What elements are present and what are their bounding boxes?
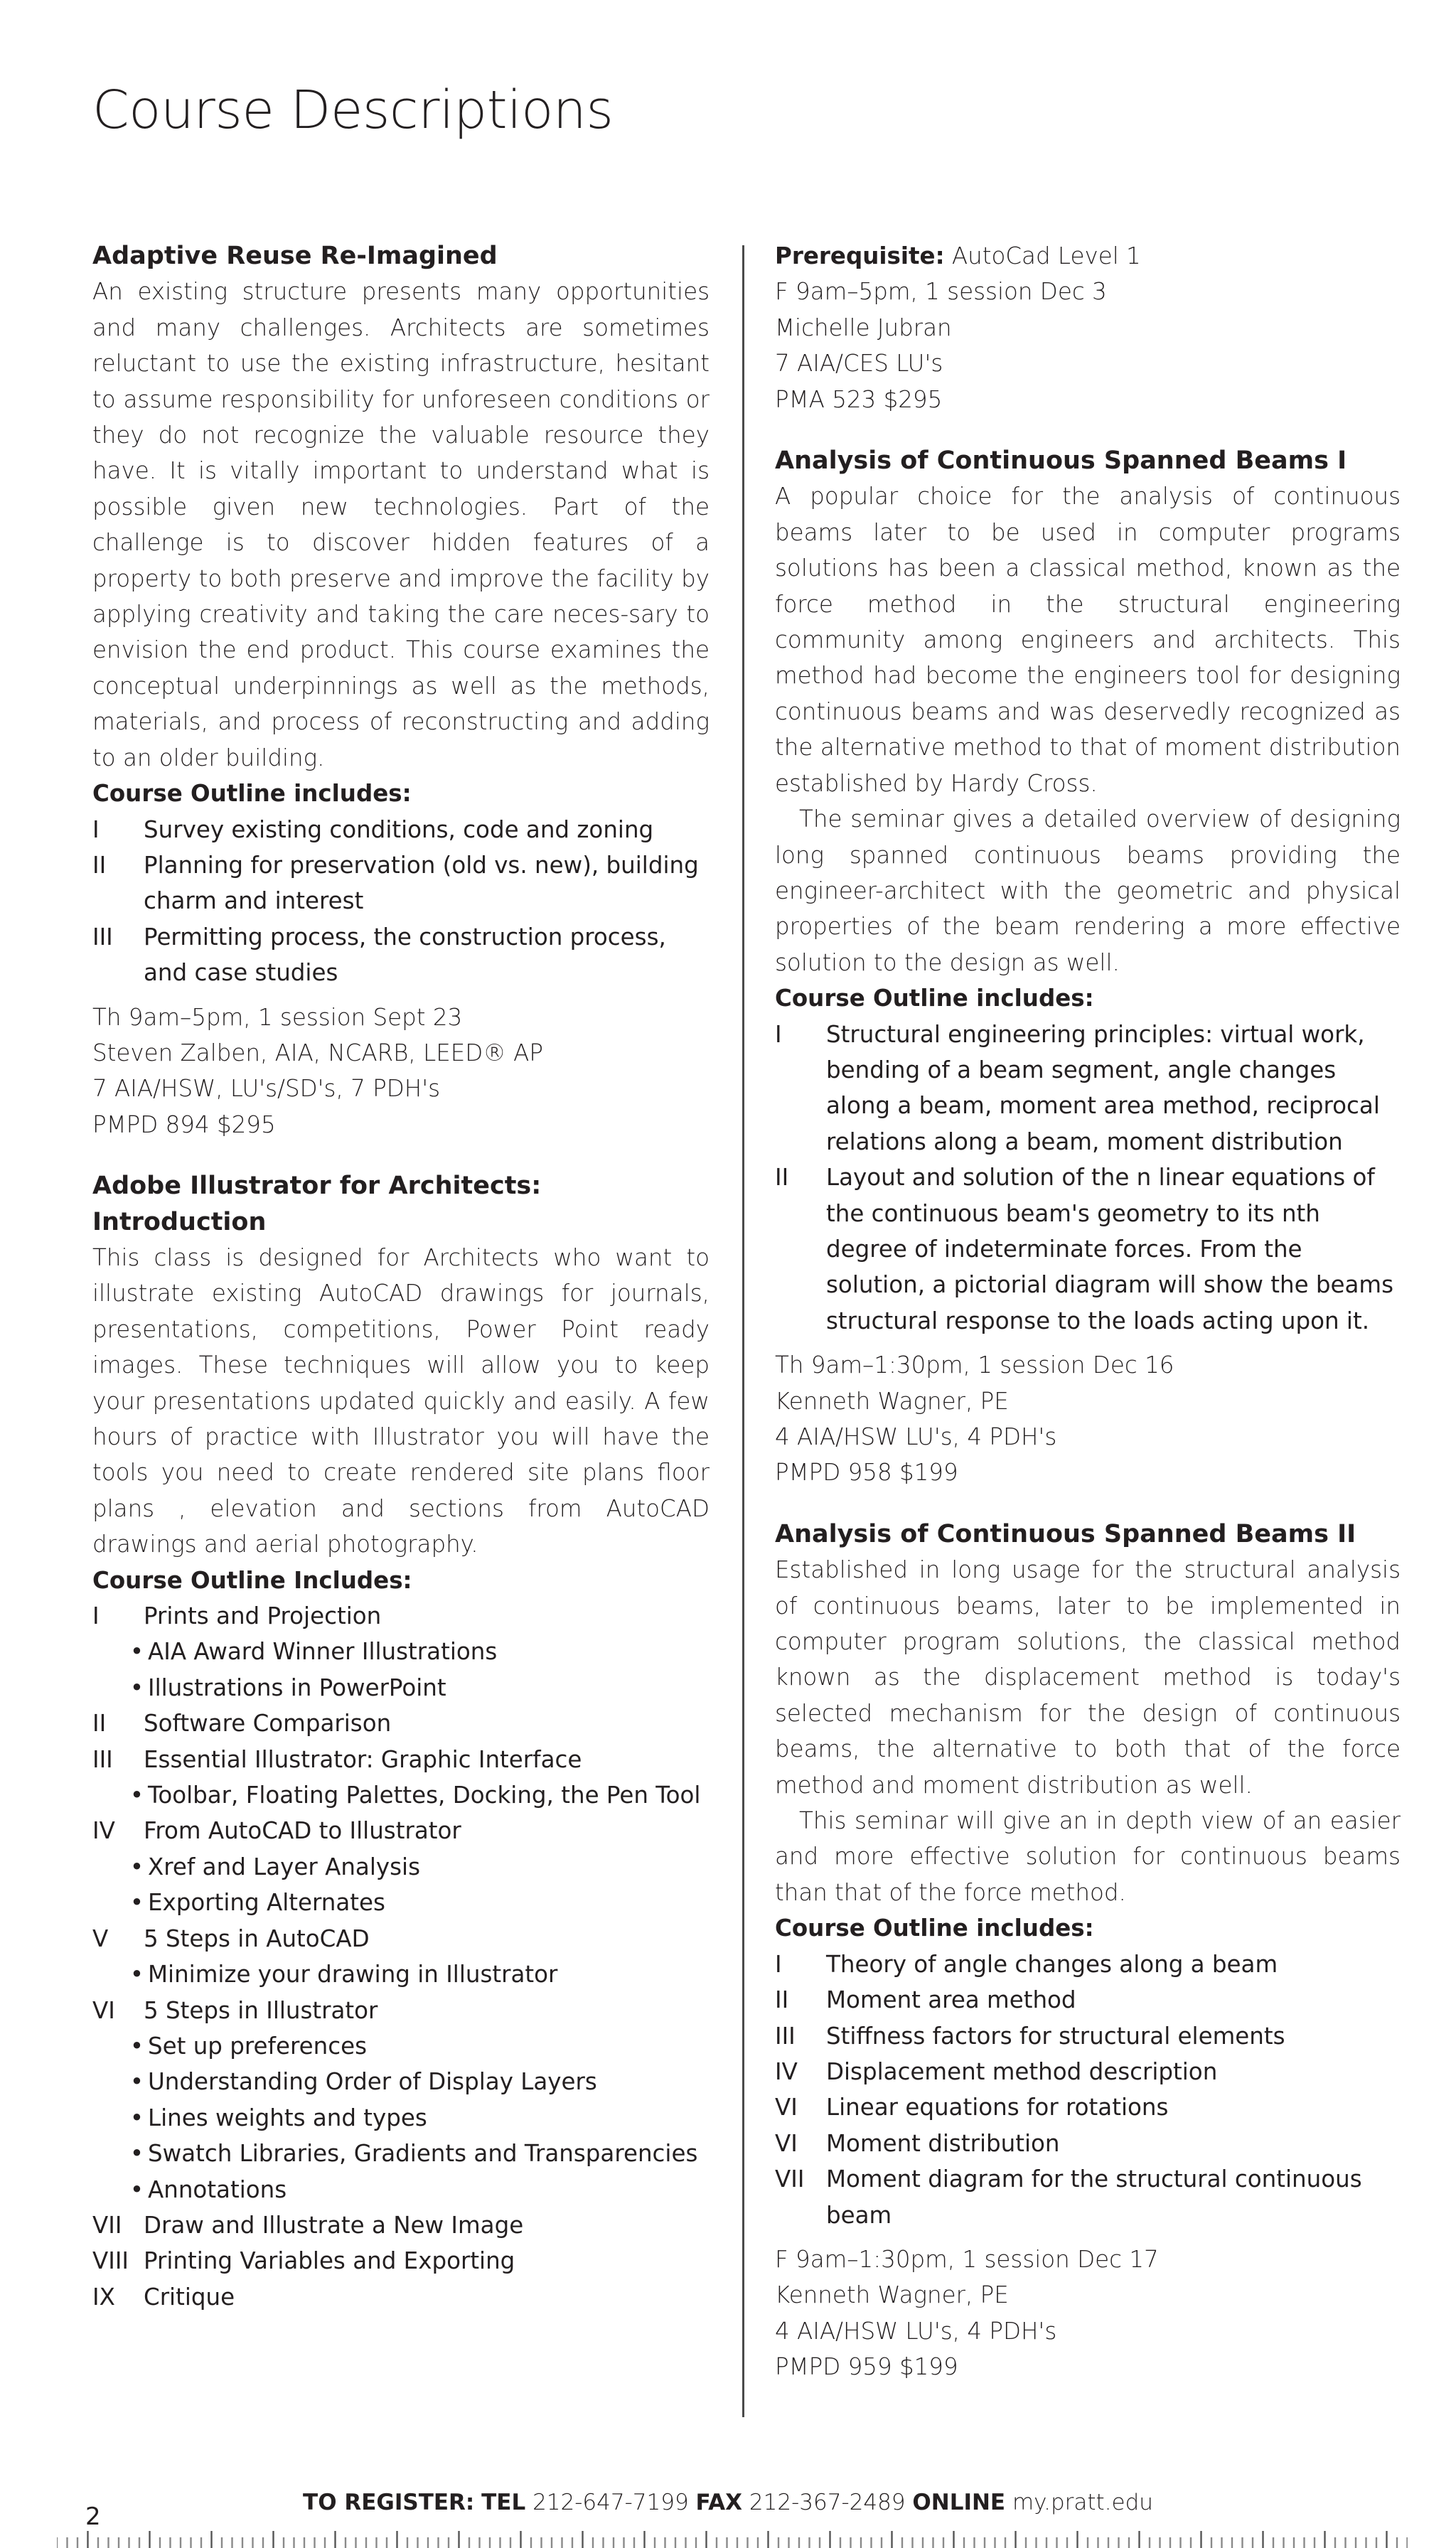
outline-text: 5 Steps in AutoCAD (144, 1925, 370, 1952)
bullet-glyph: • (129, 2032, 144, 2060)
course-title: Analysis of Continuous Spanned Beams I (775, 446, 1347, 476)
bullet-glyph: • (129, 2140, 144, 2168)
course-title: Analysis of Continuous Spanned Beams II (775, 1519, 1356, 1548)
bullet-glyph: • (129, 2104, 144, 2131)
prerequisite-value: AutoCad Level 1 (951, 242, 1141, 269)
outline-item (92, 2279, 710, 2315)
outline-text: Draw and Illustrate a New Image (144, 2211, 524, 2239)
outline-item (775, 2089, 1401, 2125)
outline-text: Linear equations for rotations (826, 2094, 1169, 2121)
course-schedule: F 9am–1:30pm, 1 session Dec 17 (775, 2245, 1159, 2273)
outline-text: Xref and Layer Analysis (148, 1853, 421, 1880)
course-code-price: PMA 523 $295 (775, 385, 943, 413)
outline-item (775, 1947, 1401, 1982)
outline-item (92, 1598, 710, 1634)
outline-text: From AutoCAD to Illustrator (144, 1817, 461, 1845)
course-description-continued: This seminar will give an in depth view of an easier and more effective solution for continuous beams than that of the force method. (775, 1807, 1401, 1906)
course-prerequisite (775, 238, 1401, 274)
outline-item (92, 1849, 710, 1885)
outline-item (92, 1742, 710, 1777)
outline-text: Swatch Libraries, Gradients and Transparencies (148, 2140, 698, 2168)
outline-heading: Course Outline includes: (92, 780, 412, 808)
outline-item (775, 2161, 1401, 2233)
outline-numeral: II (775, 1164, 789, 1192)
outline-numeral: IX (92, 2283, 115, 2311)
outline-text: Moment diagram for the structural continuous beam (826, 2166, 1362, 2229)
online-url: my.pratt.edu (1012, 2490, 1153, 2515)
outline-numeral: III (775, 2022, 796, 2050)
outline-item (92, 1993, 710, 2028)
outline-numeral: VII (92, 2211, 122, 2239)
course-adaptive-reuse (92, 238, 710, 1142)
outline-text: 5 Steps in Illustrator (144, 1996, 378, 2024)
outline-numeral: I (92, 815, 100, 843)
course-description: A popular choice for the analysis of continuous beams later to be used in computer programs solutions has been a classical method, known as the force method in the structural engineering community among engineers and architects. This method had become the engineers tool for designing continuous beams and was deservedly recognized as the alternative method to that of moment distribution established by Hardy Cross. (775, 483, 1401, 797)
course-credits: 7 AIA/CES LU's (775, 350, 943, 378)
bullet-glyph: • (129, 1638, 144, 1666)
tel-number: 212-647-7199 (532, 2490, 689, 2515)
course-credits: 7 AIA/HSW, LU's/SD's, 7 PDH's (92, 1075, 441, 1103)
outline-text: Stiffness factors for structural elements (826, 2022, 1285, 2050)
bullet-glyph: • (129, 1961, 144, 1988)
outline-numeral: III (92, 923, 113, 951)
outline-item (775, 1017, 1401, 1160)
outline-item (775, 2018, 1401, 2054)
outline-text: Survey existing conditions, code and zoning (144, 815, 654, 843)
outline-item (92, 1706, 710, 1741)
outline-item (92, 1921, 710, 1956)
outline-text: Annotations (148, 2175, 287, 2203)
outline-text: Planning for preservation (old vs. new), building charm and interest (144, 851, 699, 915)
outline-text: Displacement method description (826, 2057, 1218, 2085)
outline-numeral: VI (775, 2094, 798, 2121)
outline-item (92, 1670, 710, 1706)
outline-item (92, 1956, 710, 1992)
outline-item (92, 1634, 710, 1669)
course-code-price: PMPD 894 $295 (92, 1110, 276, 1138)
course-outline (775, 1947, 1401, 2233)
outline-item (92, 1777, 710, 1813)
course-schedule: Th 9am–1:30pm, 1 session Dec 16 (775, 1351, 1174, 1379)
outline-item (92, 1885, 710, 1920)
course-title: Adobe Illustrator for Architects: Introduction (92, 1172, 542, 1236)
outline-numeral: VI (775, 2129, 798, 2157)
outline-item (92, 2064, 710, 2099)
bullet-glyph: • (129, 1782, 144, 1809)
course-outline (775, 1017, 1401, 1339)
outline-numeral: I (775, 1950, 782, 1978)
outline-item (92, 2243, 710, 2279)
course-illustrator (92, 1168, 710, 2315)
course-credits: 4 AIA/HSW LU's, 4 PDH's (775, 1423, 1057, 1450)
bullet-glyph: • (129, 1674, 144, 1701)
course-instructor: Michelle Jubran (775, 314, 952, 341)
fax-number: 212-367-2489 (749, 2490, 906, 2515)
outline-text: Lines weights and types (148, 2104, 427, 2131)
outline-text: Permitting process, the construction process, and case studies (144, 923, 666, 987)
course-credits: 4 AIA/HSW LU's, 4 PDH's (775, 2317, 1057, 2345)
course-beams-2 (775, 1516, 1401, 2385)
bullet-glyph: • (129, 1853, 144, 1880)
outline-numeral: II (92, 851, 107, 879)
outline-text: AIA Award Winner Illustrations (148, 1638, 498, 1666)
outline-numeral: VI (92, 1996, 115, 2024)
outline-item (92, 919, 710, 991)
outline-text: Set up preferences (148, 2032, 368, 2060)
prerequisite-label: Prerequisite: (775, 242, 945, 269)
outline-numeral: III (92, 1745, 113, 1773)
outline-numeral: I (92, 1602, 100, 1630)
decorative-ruler (57, 2531, 1408, 2548)
outline-item (92, 2136, 710, 2171)
course-description: This class is designed for Architects who want to illustrate existing AutoCAD drawings for journals, presentations, competitions, Power Point ready images. These techniques will allow you to keep your presentations updated quickly and easily. A few hours of practice with Illustrator you will have the tools you need to create rendered site plans floor plans , elevation and sections from AutoCAD drawings and aerial photography. (92, 1243, 710, 1558)
outline-numeral: II (775, 1986, 789, 2014)
course-outline (92, 812, 710, 991)
outline-text: Moment distribution (826, 2129, 1060, 2157)
course-code-price: PMPD 959 $199 (775, 2353, 958, 2381)
register-label: TO REGISTER: (303, 2490, 475, 2515)
outline-item (775, 2126, 1401, 2161)
outline-text: Essential Illustrator: Graphic Interface (144, 1745, 582, 1773)
outline-heading: Course Outline Includes: (92, 1566, 412, 1594)
outline-item (92, 1813, 710, 1848)
left-column (92, 238, 710, 2323)
outline-item (92, 2100, 710, 2136)
outline-text: Layout and solution of the n linear equations of the continuous beam's geometry to its nth degree of indeterminate forces. From the solution, a pictorial diagram will show the beams structural response to the loads acting upon it. (826, 1164, 1394, 1334)
online-label: ONLINE (912, 2490, 1006, 2515)
outline-numeral: V (92, 1925, 109, 1952)
course-description-continued: The seminar gives a detailed overview of designing long spanned continuous beams providing the engineer-architect with the geometric and physical properties of the beam rendering a more effective solution to the design as well. (775, 805, 1401, 976)
outline-item (92, 2172, 710, 2207)
outline-item (775, 2054, 1401, 2089)
outline-text: Exporting Alternates (148, 1889, 385, 1917)
course-instructor: Steven Zalben, AIA, NCARB, LEED® AP (92, 1039, 543, 1066)
course-title: Adaptive Reuse Re-Imagined (92, 242, 498, 270)
course-description: An existing structure presents many opportunities and many challenges. Architects are sometimes reluctant to use the existing infrastructure, hesitant to assume responsibility for unforeseen conditions or they do not recognize the valuable resource they have. It is vitally important to understand what is possible given new technologies. Part of the challenge is to discover hidden features of a property to both preserve and improve the facility by applying creativity and taking the care neces-sary to envision the end product. This course examines the conceptual underpinnings as well as the methods, materials, and process of reconstructing and adding to an older building. (92, 278, 710, 771)
course-schedule: F 9am–5pm, 1 session Dec 3 (775, 278, 1107, 306)
course-instructor: Kenneth Wagner, PE (775, 2281, 1009, 2309)
outline-numeral: I (775, 1020, 782, 1048)
right-column (775, 238, 1401, 2385)
course-instructor: Kenneth Wagner, PE (775, 1387, 1009, 1415)
tel-label: TEL (481, 2490, 526, 2515)
outline-heading: Course Outline includes: (775, 985, 1094, 1012)
outline-text: Software Comparison (144, 1710, 392, 1738)
outline-heading: Course Outline includes: (775, 1915, 1094, 1942)
outline-text: Moment area method (826, 1986, 1076, 2014)
course-beams-1 (775, 443, 1401, 1491)
course-outline (92, 1598, 710, 2315)
course-description: Established in long usage for the structural analysis of continuous beams, later to be implemented in computer program solutions, the classical method known as the displacement method is today's selected mechanism for the design of continuous beams, the alternative to both that of the force method and moment distribution as well. (775, 1556, 1401, 1799)
outline-text: Toolbar, Floating Palettes, Docking, the Pen Tool (148, 1782, 701, 1809)
outline-text: Printing Variables and Exporting (144, 2247, 515, 2275)
outline-numeral: II (92, 1710, 107, 1738)
outline-item (775, 1982, 1401, 2018)
outline-text: Critique (144, 2283, 235, 2311)
outline-numeral: VIII (92, 2247, 129, 2275)
column-divider (742, 245, 744, 2417)
bullet-glyph: • (129, 1889, 144, 1917)
outline-item (775, 1160, 1401, 1339)
outline-text: Illustrations in PowerPoint (148, 1674, 446, 1701)
page-number: 2 (85, 2502, 101, 2531)
outline-text: Prints and Projection (144, 1602, 382, 1630)
bullet-glyph: • (129, 2175, 144, 2203)
outline-numeral: IV (775, 2057, 798, 2085)
outline-item (92, 2207, 710, 2243)
outline-item (92, 812, 710, 847)
bullet-glyph: • (129, 2068, 144, 2096)
fax-label: FAX (695, 2490, 743, 2515)
outline-numeral: IV (92, 1817, 115, 1845)
outline-text: Theory of angle changes along a beam (826, 1950, 1278, 1978)
course-schedule: Th 9am–5pm, 1 session Sept 23 (92, 1003, 463, 1031)
outline-item (92, 847, 710, 919)
outline-numeral: VII (775, 2166, 805, 2193)
outline-text: Structural engineering principles: virtual work, bending of a beam segment, angle changes along a beam, moment area method, reciprocal relations along a beam, moment distribution (826, 1020, 1380, 1155)
page-title: Course Descriptions (92, 80, 614, 141)
outline-text: Understanding Order of Display Layers (148, 2068, 597, 2096)
registration-footer (0, 2488, 1456, 2517)
outline-item (92, 2028, 710, 2064)
outline-text: Minimize your drawing in Illustrator (148, 1961, 558, 1988)
course-illustrator-continued (775, 238, 1401, 417)
course-code-price: PMPD 958 $199 (775, 1459, 958, 1487)
